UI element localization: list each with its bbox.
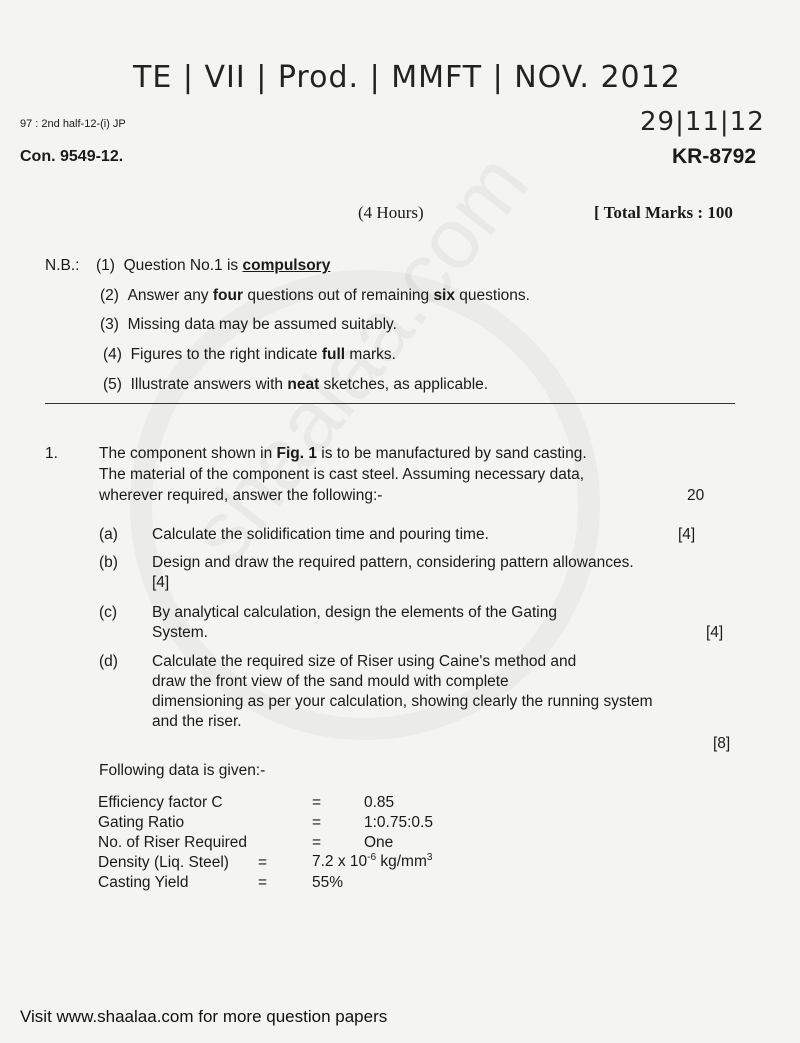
question-marks: 20	[687, 487, 705, 504]
question-intro-3: wherever required, answer the following:-	[99, 487, 383, 504]
part-d-label: (d)	[99, 653, 118, 670]
data-eq: =	[258, 854, 268, 871]
data-value-gating: 1:0.75:0.5	[364, 814, 433, 831]
nb-label: N.B.:	[45, 257, 80, 274]
part-a-text: Calculate the solidification time and pouring time.	[152, 526, 489, 543]
data-label-yield: Casting Yield	[98, 874, 189, 891]
total-marks: [ Total Marks : 100	[594, 203, 733, 222]
part-c-line-1: By analytical calculation, design the elements of the Gating	[152, 604, 557, 621]
question-intro-2: The material of the component is cast steel. Assuming necessary data,	[99, 466, 585, 483]
data-heading: Following data is given:-	[99, 762, 266, 779]
question-number: 1.	[45, 445, 58, 462]
part-d-line-2: draw the front view of the sand mould with complete	[152, 673, 509, 690]
part-d-line-1: Calculate the required size of Riser using Caine's method and	[152, 653, 577, 670]
data-value-yield: 55%	[312, 874, 344, 891]
handwritten-date: 29|11|12	[640, 107, 765, 137]
data-value-risers: One	[364, 834, 394, 851]
data-label-gating: Gating Ratio	[98, 814, 185, 831]
data-eq: =	[312, 814, 322, 831]
data-eq: =	[312, 794, 322, 811]
data-value-density: 7.2 x $10^{-6}$ $kg/mm^3$	[312, 852, 433, 871]
part-a-label: (a)	[99, 526, 118, 543]
part-b-marks: [4]	[152, 574, 170, 591]
part-d-marks: [8]	[713, 735, 731, 752]
con-number: Con. 9549-12.	[20, 148, 124, 165]
footer-link-text: Visit www.shaalaa.com for more question papers	[20, 1007, 388, 1026]
data-eq: =	[312, 834, 322, 851]
data-label-efficiency: Efficiency factor C	[98, 794, 223, 811]
paper-series-code: 97 : 2nd half-12-(i) JP	[20, 118, 126, 130]
part-c-line-2: System.	[152, 624, 208, 641]
note-3: (3) Missing data may be assumed suitably.	[100, 316, 397, 333]
part-d-line-3: dimensioning as per your calculation, showing clearly the running system	[152, 693, 653, 710]
paper-code: KR-8792	[672, 145, 757, 168]
handwritten-course-line: TE | VII | Prod. | MMFT | NOV. 2012	[133, 60, 681, 95]
part-d-line-4: and the riser.	[152, 713, 242, 730]
part-b-text: Design and draw the required pattern, considering pattern allowances.	[152, 554, 634, 571]
question-intro-1: The component shown in Fig. 1 is to be manufactured by sand casting.	[99, 445, 587, 462]
part-a-marks: [4]	[678, 526, 696, 543]
part-c-label: (c)	[99, 604, 118, 621]
note-1: (1) Question No.1 is compulsory	[96, 257, 331, 274]
divider	[45, 403, 735, 404]
data-label-density: Density (Liq. Steel)	[98, 854, 229, 871]
data-eq: =	[258, 874, 268, 891]
note-4: (4) Figures to the right indicate full marks.	[103, 346, 396, 363]
part-b-label: (b)	[99, 554, 118, 571]
note-2: (2) Answer any four questions out of remaining six questions.	[100, 287, 530, 304]
part-c-marks: [4]	[706, 624, 724, 641]
duration: (4 Hours)	[358, 203, 424, 222]
note-5: (5) Illustrate answers with neat sketches, as applicable.	[103, 376, 489, 393]
data-label-risers: No. of Riser Required	[98, 834, 248, 851]
data-value-efficiency: 0.85	[364, 794, 395, 811]
